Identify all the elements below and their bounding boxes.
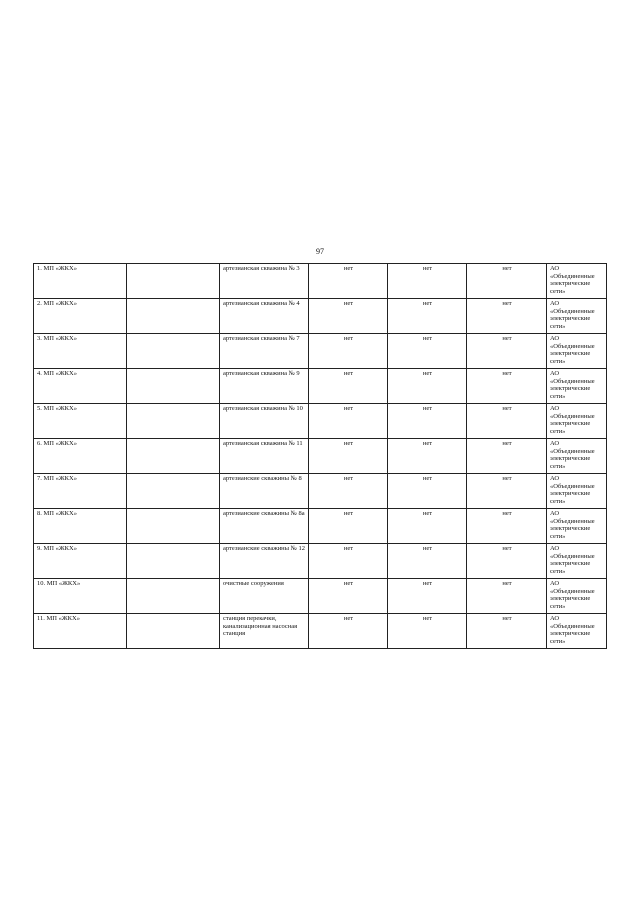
value-cell: нет xyxy=(309,264,388,299)
empty-cell xyxy=(127,299,220,334)
value-cell: нет xyxy=(309,579,388,614)
table-row xyxy=(34,614,607,649)
organization-cell: 8. МП «ЖКХ» xyxy=(34,509,127,544)
organization-cell: 10. МП «ЖКХ» xyxy=(34,579,127,614)
table-row xyxy=(34,579,607,614)
value-cell: нет xyxy=(467,544,547,579)
supplier-cell: АО «Объединенные электрические сети» xyxy=(547,474,607,509)
supplier-cell: АО «Объединенные электрические сети» xyxy=(547,264,607,299)
object-cell: артезианская скважина № 4 xyxy=(220,299,309,334)
object-cell: артезианские скважины № 8а xyxy=(220,509,309,544)
organization-cell: 5. МП «ЖКХ» xyxy=(34,404,127,439)
table-row xyxy=(34,369,607,404)
object-cell: артезианские скважины № 8 xyxy=(220,474,309,509)
value-cell: нет xyxy=(467,614,547,649)
supplier-cell: АО «Объединенные электрические сети» xyxy=(547,579,607,614)
object-cell: артезианские скважины № 12 xyxy=(220,544,309,579)
object-cell: артезианская скважина № 10 xyxy=(220,404,309,439)
value-cell: нет xyxy=(467,404,547,439)
organization-cell: 6. МП «ЖКХ» xyxy=(34,439,127,474)
object-cell: очистные сооружения xyxy=(220,579,309,614)
value-cell: нет xyxy=(309,334,388,369)
table-row xyxy=(34,334,607,369)
supplier-cell: АО «Объединенные электрические сети» xyxy=(547,299,607,334)
table-body xyxy=(34,264,607,649)
value-cell: нет xyxy=(309,404,388,439)
value-cell: нет xyxy=(309,299,388,334)
value-cell: нет xyxy=(388,439,467,474)
supplier-cell: АО «Объединенные электрические сети» xyxy=(547,509,607,544)
organization-cell: 4. МП «ЖКХ» xyxy=(34,369,127,404)
table-row xyxy=(34,404,607,439)
value-cell: нет xyxy=(467,264,547,299)
empty-cell xyxy=(127,544,220,579)
value-cell: нет xyxy=(388,369,467,404)
table-row xyxy=(34,474,607,509)
value-cell: нет xyxy=(467,334,547,369)
value-cell: нет xyxy=(309,544,388,579)
value-cell: нет xyxy=(467,369,547,404)
objects-table xyxy=(33,263,607,649)
empty-cell xyxy=(127,474,220,509)
organization-cell: 7. МП «ЖКХ» xyxy=(34,474,127,509)
empty-cell xyxy=(127,334,220,369)
value-cell: нет xyxy=(467,474,547,509)
value-cell: нет xyxy=(467,439,547,474)
organization-cell: 1. МП «ЖКХ» xyxy=(34,264,127,299)
object-cell: станция перекачки, канализационная насосная станция xyxy=(220,614,309,649)
organization-cell: 2. МП «ЖКХ» xyxy=(34,299,127,334)
organization-cell: 3. МП «ЖКХ» xyxy=(34,334,127,369)
value-cell: нет xyxy=(388,579,467,614)
object-cell: артезианская скважина № 9 xyxy=(220,369,309,404)
value-cell: нет xyxy=(467,579,547,614)
supplier-cell: АО «Объединенные электрические сети» xyxy=(547,404,607,439)
table-row xyxy=(34,544,607,579)
value-cell: нет xyxy=(309,474,388,509)
object-cell: артезианская скважина № 11 xyxy=(220,439,309,474)
value-cell: нет xyxy=(388,334,467,369)
empty-cell xyxy=(127,369,220,404)
value-cell: нет xyxy=(388,299,467,334)
empty-cell xyxy=(127,404,220,439)
supplier-cell: АО «Объединенные электрические сети» xyxy=(547,439,607,474)
value-cell: нет xyxy=(388,264,467,299)
value-cell: нет xyxy=(388,474,467,509)
empty-cell xyxy=(127,614,220,649)
empty-cell xyxy=(127,509,220,544)
value-cell: нет xyxy=(309,614,388,649)
value-cell: нет xyxy=(388,509,467,544)
page-number: 97 xyxy=(316,247,324,256)
empty-cell xyxy=(127,439,220,474)
table-row xyxy=(34,264,607,299)
organization-cell: 11. МП «ЖКХ» xyxy=(34,614,127,649)
organization-cell: 9. МП «ЖКХ» xyxy=(34,544,127,579)
value-cell: нет xyxy=(388,544,467,579)
empty-cell xyxy=(127,579,220,614)
value-cell: нет xyxy=(309,509,388,544)
value-cell: нет xyxy=(467,299,547,334)
supplier-cell: АО «Объединенные электрические сети» xyxy=(547,369,607,404)
supplier-cell: АО «Объединенные электрические сети» xyxy=(547,614,607,649)
value-cell: нет xyxy=(388,404,467,439)
empty-cell xyxy=(127,264,220,299)
table-row xyxy=(34,439,607,474)
value-cell: нет xyxy=(309,369,388,404)
table-row xyxy=(34,299,607,334)
table-row xyxy=(34,509,607,544)
value-cell: нет xyxy=(388,614,467,649)
object-cell: артезианская скважина № 7 xyxy=(220,334,309,369)
supplier-cell: АО «Объединенные электрические сети» xyxy=(547,544,607,579)
object-cell: артезианская скважина № 3 xyxy=(220,264,309,299)
supplier-cell: АО «Объединенные электрические сети» xyxy=(547,334,607,369)
value-cell: нет xyxy=(309,439,388,474)
value-cell: нет xyxy=(467,509,547,544)
